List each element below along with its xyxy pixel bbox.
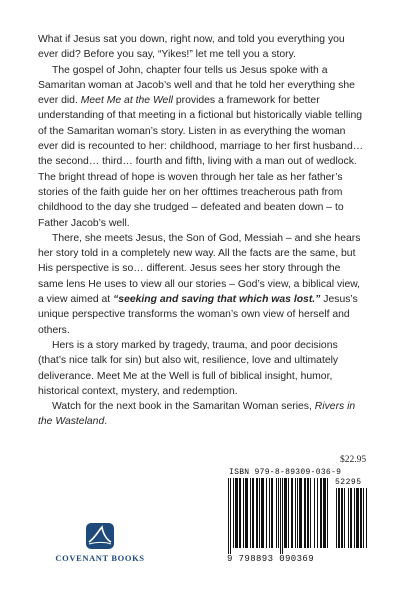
- barcode-bar: [317, 478, 318, 548]
- blurb-paragraph-5: [38, 399, 366, 430]
- book-title: Meet Me at the Well: [80, 95, 173, 107]
- barcode-bar: [341, 488, 343, 548]
- barcode-bar: [278, 478, 279, 548]
- blurb-paragraph-3: [38, 231, 366, 338]
- barcode-bar: [269, 478, 270, 548]
- barcode-bar: [307, 478, 309, 548]
- barcode-bar: [295, 478, 296, 548]
- next-book-title: Rivers in the Wasteland: [38, 401, 356, 428]
- barcode-bar: [256, 478, 258, 548]
- barcode-bar: [271, 478, 273, 548]
- price-label: $22.95: [340, 455, 367, 465]
- barcode-bar: [310, 478, 311, 548]
- barcode-bar: [282, 478, 283, 554]
- barcode-bar: [233, 478, 234, 548]
- barcode-bar: [356, 488, 359, 548]
- blurb-text: Watch for the next book in the Samaritan Woman series,: [52, 401, 315, 413]
- barcode-bar: [276, 478, 277, 548]
- barcode-bar: [261, 478, 264, 548]
- barcode-bars: [227, 478, 329, 554]
- barcode-bar: [338, 488, 340, 548]
- barcode-bar: [228, 478, 229, 554]
- barcode-bar: [259, 478, 260, 548]
- barcode-bar: [299, 478, 302, 548]
- back-cover-blurb: [38, 32, 366, 430]
- blurb-paragraph-2: [38, 63, 366, 231]
- blurb-text: Hers is a story marked by tragedy, trauma, and poor decisions (that’s nice talk for sin) but also wit, resilience, love and ultimately deliverance. Meet Me at the Well is full of biblical insight, humor, historical context, mystery, and redemption.: [38, 339, 339, 397]
- barcode-bar: [348, 488, 349, 548]
- barcode-bar: [284, 478, 287, 548]
- barcode-bar: [243, 478, 244, 548]
- barcode-bar: [252, 478, 254, 548]
- barcode-bar: [291, 478, 293, 548]
- barcode-bar: [360, 488, 362, 548]
- scripture-quote: “seeking and saving that which was lost.”: [113, 294, 321, 306]
- barcode-bar: [320, 478, 322, 548]
- isbn-barcode: [227, 468, 372, 574]
- blurb-paragraph-1: [38, 32, 366, 63]
- barcode-bar: [245, 478, 248, 548]
- barcode-bar: [323, 478, 326, 548]
- barcode-bar: [354, 488, 355, 548]
- publisher-name: COVENANT BOOKS: [55, 553, 145, 563]
- barcode-bar: [304, 478, 306, 548]
- blurb-text: What if Jesus sat you down, right now, and told you everything you ever did? Before you say, “Yikes!” let me tell you a story.: [38, 34, 345, 61]
- barcode-bar: [336, 488, 337, 548]
- barcode-bar: [288, 478, 289, 548]
- barcode-bar: [350, 488, 352, 548]
- barcode-bar: [297, 478, 298, 548]
- barcode-bar: [344, 488, 345, 548]
- barcode-bar: [239, 478, 241, 548]
- barcode-bar: [363, 488, 364, 548]
- barcode-bar: [314, 478, 315, 548]
- barcode-bar: [250, 478, 251, 548]
- blurb-text: .: [104, 416, 108, 428]
- barcode-number: 9 798893 090369: [227, 554, 315, 564]
- blurb-text: provides a framework for better understanding of that meeting in a fictional but historically viable telling of the Samaritan woman’s story. Listen in as everything the woman ever did is recounted to her: childhood, marriage to her first husband… the second… third… fourth and fifth, living with a man out of wedlock. The bright thread of hope is woven through her tale as her father’s stories of the faith guide her on her ofttimes treacherous path from childhood to the day she trudged – defeated and beaten down – to Father Jacob’s well.: [38, 95, 364, 229]
- barcode-bar: [235, 478, 238, 548]
- blurb-text: Jesus’s unique perspective transforms the woman’s own view of herself and others.: [38, 294, 358, 336]
- blurb-text: There, she meets Jesus, the Son of God, Messiah – and she hears her story told in a completely new way. All the facts are the same, but His perspective is so… different. Jesus sees her story through the same lens He uses to view all our stories – God’s view, a biblical view, a view aimed at: [38, 232, 361, 306]
- barcode-bar: [327, 478, 328, 548]
- blurb-text: The gospel of John, chapter four tells us Jesus spoke with a Samaritan woman at Jacob’s well and that he told her everything she ever did.: [38, 64, 355, 107]
- barcode-bar: [266, 478, 267, 548]
- barcode-addon-label: 52295: [335, 478, 362, 487]
- barcode-bar: [280, 478, 281, 554]
- barcode-bar: [366, 488, 367, 548]
- isbn-label: ISBN 979-8-89309-036-9: [229, 468, 342, 477]
- covenant-books-logo-icon: [85, 522, 115, 550]
- blurb-paragraph-4: [38, 338, 366, 399]
- barcode-bar: [230, 478, 231, 554]
- barcode-addon-bars: [335, 488, 371, 554]
- publisher-logo: [50, 522, 150, 572]
